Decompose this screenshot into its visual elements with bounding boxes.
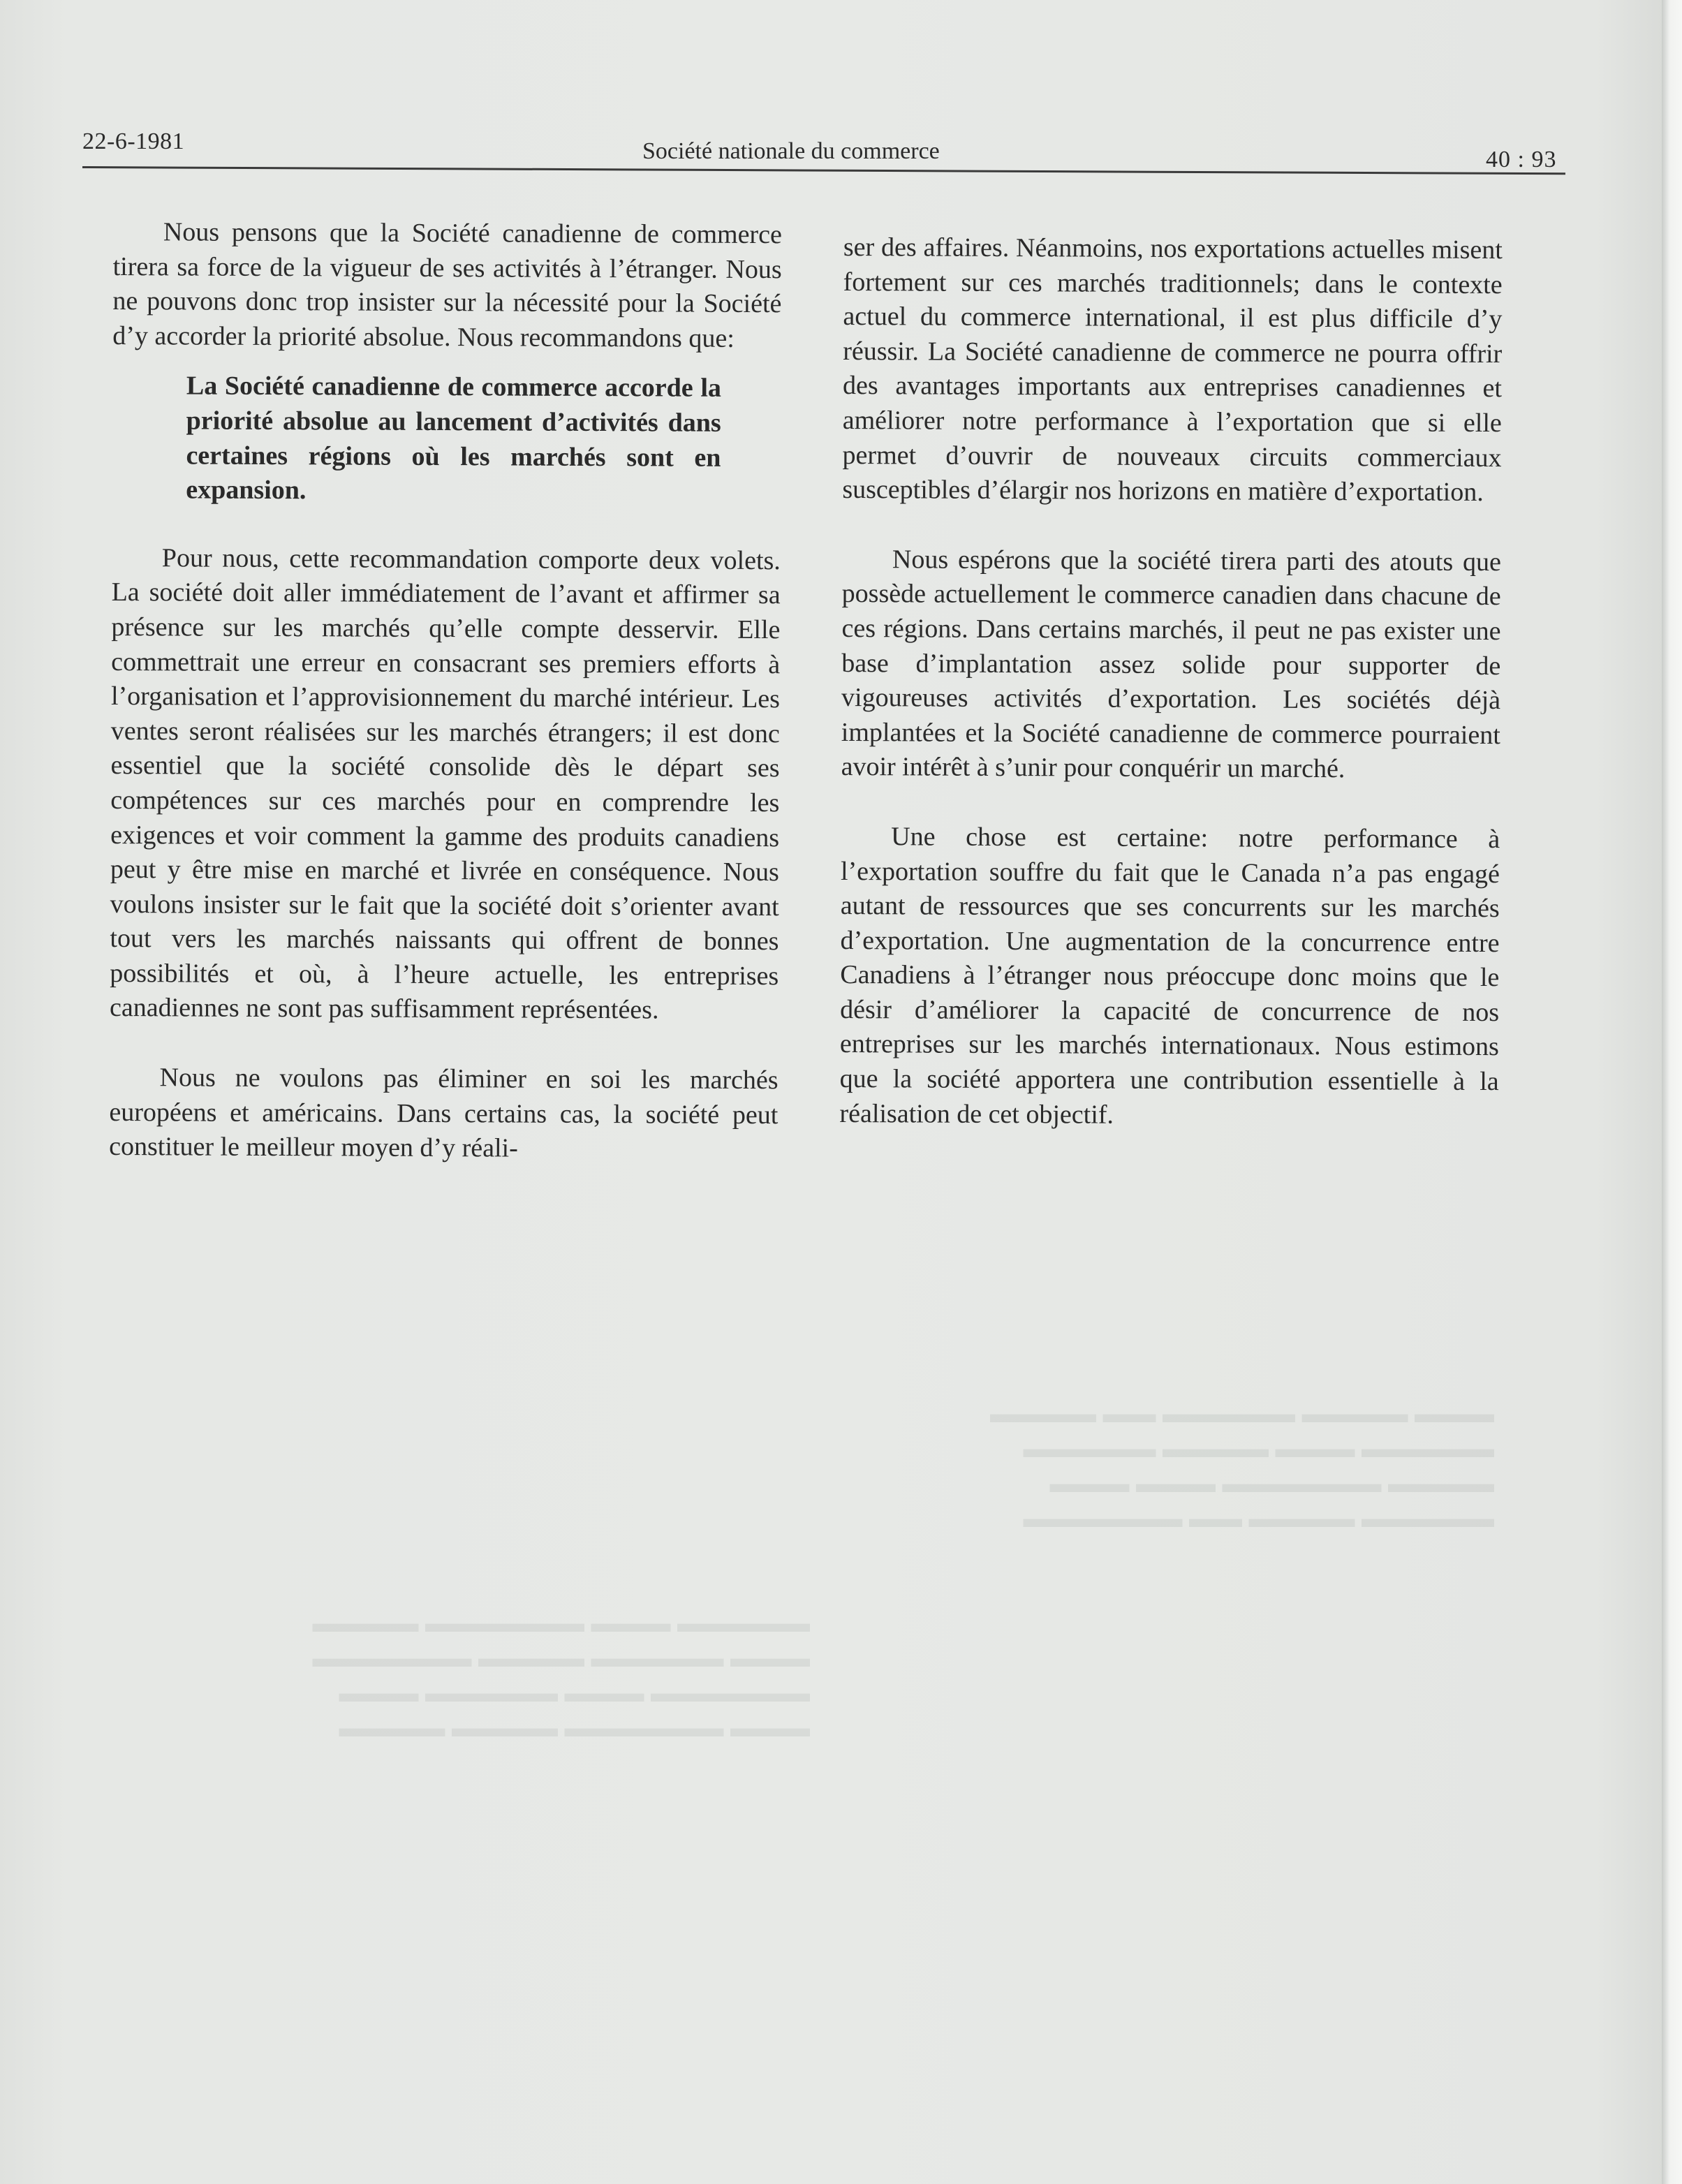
left-paragraph-3: Nous ne voulons pas éliminer en soi les marchés européens et américains. Dans certains cas, la société peut constituer le meilleur moyen d’y réali-	[109, 1063, 779, 1163]
header-title: Société nationale du commerce	[642, 138, 940, 164]
recommendation-bold: La Société canadienne de commerce accorde la priorité absolue au lancement d’activités dans certaines régions où les marchés sont en expansion.	[186, 371, 722, 506]
header-rule	[82, 166, 1565, 175]
bleed-through-text: ▬▬▬ ▬▬▬▬ ▬▬▬▬▬ ▬▬ ▬▬▬▬ ▬▬▬▬▬ ▬▬▬ ▬▬▬▬ ▬▬▬▬▬ ▬▬▬▬ ▬▬▬▬▬▬ ▬▬▬ ▬▬▬ ▬▬▬▬▬ ▬▬▬▬ ▬▬ ▬▬▬▬▬▬	[990, 1399, 1494, 1533]
left-paragraph-2: Pour nous, cette recommandation comporte deux volets. La société doit aller immédiatement de l’avant et affirmer sa présence sur les marchés qu’elle compte desservir. Elle commettrait une erreur en consacrant ses premiers efforts à l’organisation et l’approvisionnement du marché intérieur. Les ventes seront réalisées sur les marchés étrangers; il est donc essentiel que la société consolide dès le départ ses compétences sur ces marchés pour en comprendre les exigences et voir comment la gamme des produits canadiens peut y être mise en marché et livrée en conséquence. Nous voulons insister sur le fait que la société doit s’orienter avant tout vers les marchés naissants qui offrent de bonnes possibilités et où, à l’heure actuelle, les entreprises canadiennes ne sont pas suffisamment représentées.	[109, 543, 781, 1025]
header-date: 22-6-1981	[82, 128, 185, 154]
right-paragraph-3: Une chose est certaine: notre performance à l’exportation souffre du fait que le Canada n’a pas engagé autant de ressources que ses concurrents sur les marchés d’exportation. Une augmentation de la concurrence entre Canadiens à l’étranger nous préoccupe donc moins que le désir d’améliorer la capacité de concurrence de nos entreprises sur les marchés internationaux. Nous estimons que la société apportera une contribution essentielle à la réalisation de cet objectif.	[839, 822, 1500, 1130]
right-paragraph-1: ser des affaires. Néanmoins, nos exportations actuelles misent fortement sur ces marchés traditionnels; dans le contexte actuel du commerce international, il est plus difficile d’y réussir. La Société canadienne de commerce ne pourra offrir des avantages importants aux entreprises canadiennes et améliorer notre performance à l’exportation que si elle permet d’ouvrir de nouveaux circuits commerciaux susceptibles d’élargir nos horizons en matière d’exportation.	[842, 232, 1503, 508]
left-paragraph-1: Nous pensons que la Société canadienne de commerce tirera sa force de la vigueur de ses activités à l’étranger. Nous ne pouvons donc trop insister sur la nécessité pour la Société d’y accorder la priorité absolue. Nous recommandons que:	[112, 217, 782, 353]
left-column	[109, 215, 782, 1167]
page-number: 40 : 93	[1486, 147, 1557, 172]
bleed-through-text-lower: ▬▬▬▬▬ ▬▬▬ ▬▬▬▬▬▬ ▬▬▬▬ ▬▬▬ ▬▬▬▬▬ ▬▬▬▬ ▬▬▬▬▬▬ ▬▬▬▬▬▬ ▬▬▬ ▬▬▬▬▬ ▬▬▬ ▬▬▬ ▬▬▬▬▬▬ ▬▬▬▬ ▬▬▬▬	[312, 1609, 810, 1743]
right-paragraph-2: Nous espérons que la société tirera parti des atouts que possède actuellement le commerce canadien dans chacune de ces régions. Dans certains marchés, il peut ne pas exister une base d’implantation assez solide pour supporter de vigoureuses activités d’exportation. Les sociétés déjà implantées et la Société canadienne de commerce pourraient avoir intérêt à s’unir pour conquérir un marché.	[841, 545, 1502, 784]
right-column	[839, 230, 1503, 1134]
page-edge	[1662, 0, 1682, 2184]
